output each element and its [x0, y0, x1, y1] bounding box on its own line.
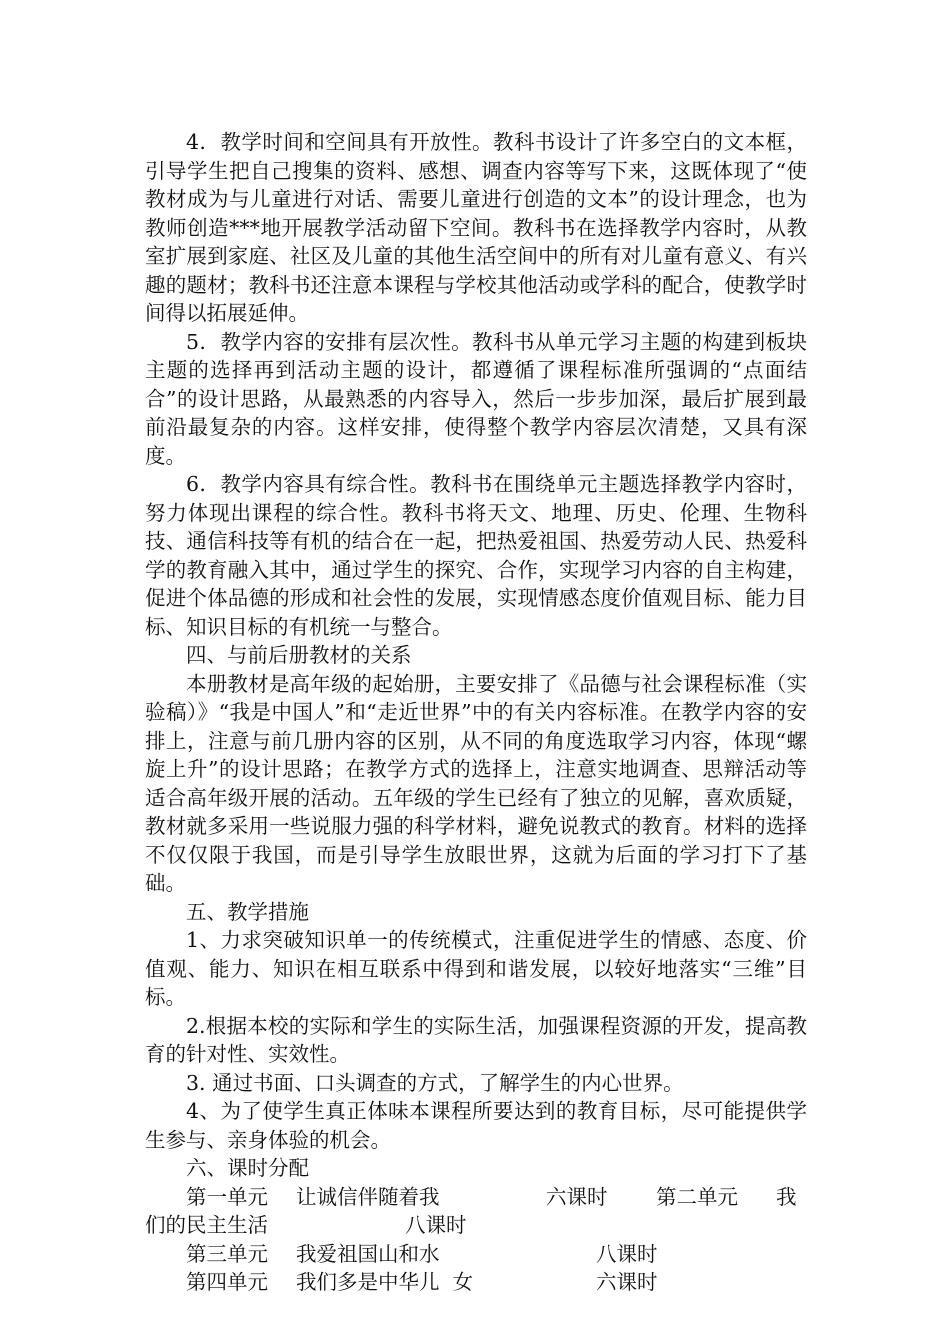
unit-1-hours: 六课时: [546, 1184, 608, 1209]
section-heading-6: 六、课时分配: [186, 1156, 309, 1180]
schedule-row-3: [145, 1240, 807, 1269]
paragraph-textbook-relation: 本册教材是高年级的起始册，主要安排了《品德与社会课程标准（实验稿）》“我是中国人”和“走近世界”中的有关内容标准。在教学内容的安排上，注意与前几册内容的区别，从不同的角度选取学习内容，体现“螺旋上升”的设计思路；在教学方式的选择上，注意实地调查、思辩活动等适合高年级开展的活动。五年级的学生已经有了独立的见解，喜欢质疑，教材就多采用一些说服力强的科学材料，避免说教式的教育。材料的选择不仅仅限于我国，而是引导学生放眼世界，这就为后面的学习打下了基础。: [145, 671, 807, 895]
section-heading-4: 四、与前后册教材的关系: [186, 643, 412, 667]
unit-2-title-start: 我: [776, 1184, 797, 1209]
measure-item-4: 4、为了使学生真正体味本课程所要达到的教育目标，尽可能提供学生参与、亲身体验的机会。: [145, 1099, 807, 1152]
section-heading-5: 五、教学措施: [186, 899, 309, 924]
unit-2-title-cont: 们的民主生活: [145, 1213, 268, 1237]
schedule-row-4: [145, 1268, 807, 1297]
unit-2-hours: 八课时: [405, 1213, 467, 1237]
unit-3-title: 我爱祖国山和水: [296, 1241, 440, 1266]
measure-item-1: 1、力求突破知识单一的传统模式，注重促进学生的情感、态度、价值观、能力、知识在相互联系中得到和谐发展，以较好地落实“三维”目标。: [145, 928, 807, 1009]
unit-4-label: 第四单元: [186, 1270, 268, 1294]
paragraph-layered-content: 5．教学内容的安排有层次性。教科书从单元学习主题的构建到板块主题的选择再到活动主题的设计，都遵循了课程标准所强调的“点面结合”的设计思路，从最熟悉的内容导入，然后一步步加深，最后扩展到最前沿最复杂的内容。这样安排，使得整个教学内容层次清楚，又具有深度。: [145, 329, 807, 468]
document-page: [145, 128, 807, 1297]
unit-2-label: 第二单元: [656, 1184, 738, 1209]
unit-4-hours: 六课时: [596, 1270, 658, 1294]
unit-3-hours: 八课时: [596, 1241, 658, 1266]
unit-3-label: 第三单元: [186, 1241, 268, 1266]
schedule-row-1: [145, 1183, 807, 1212]
unit-1-label: 第一单元: [186, 1184, 268, 1209]
unit-4-title: 我们多是中华儿 女: [296, 1270, 474, 1294]
measure-item-2: 2.根据本校的实际和学生的实际生活，加强课程资源的开发，提高教育的针对性、实效性。: [145, 1013, 807, 1066]
paragraph-open-time-space: 4．教学时间和空间具有开放性。教科书设计了许多空白的文本框，引导学生把自己搜集的资料、感想、调查内容等写下来，这既体现了“使教材成为与儿童进行对话、需要儿童进行创造的文本”的设计理念，也为教师创造***地开展教学活动留下空间。教科书在选择教学内容时，从教室扩展到家庭、社区及儿童的其他生活空间中的所有对儿童有意义、有兴趣的题材；教科书还注意本课程与学校其他活动或学科的配合，使教学时间得以拓展延伸。: [145, 130, 807, 325]
paragraph-comprehensive-content: 6．教学内容具有综合性。教科书在围绕单元主题选择教学内容时，努力体现出课程的综合性。教科书将天文、地理、历史、伦理、生物科技、通信科技等有机的结合在一起，把热爱祖国、热爱劳动人民、热爱科学的教育融入其中，通过学生的探究、合作，实现学习内容的自主构建，促进个体品德的形成和社会性的发展，实现情感态度价值观目标、能力目标、知识目标的有机统一与整合。: [145, 472, 807, 639]
unit-1-title: 让诚信伴随着我: [296, 1184, 440, 1209]
measure-item-3: 3. 通过书面、口头调查的方式，了解学生的内心世界。: [186, 1070, 684, 1095]
schedule-row-2: [145, 1211, 807, 1240]
